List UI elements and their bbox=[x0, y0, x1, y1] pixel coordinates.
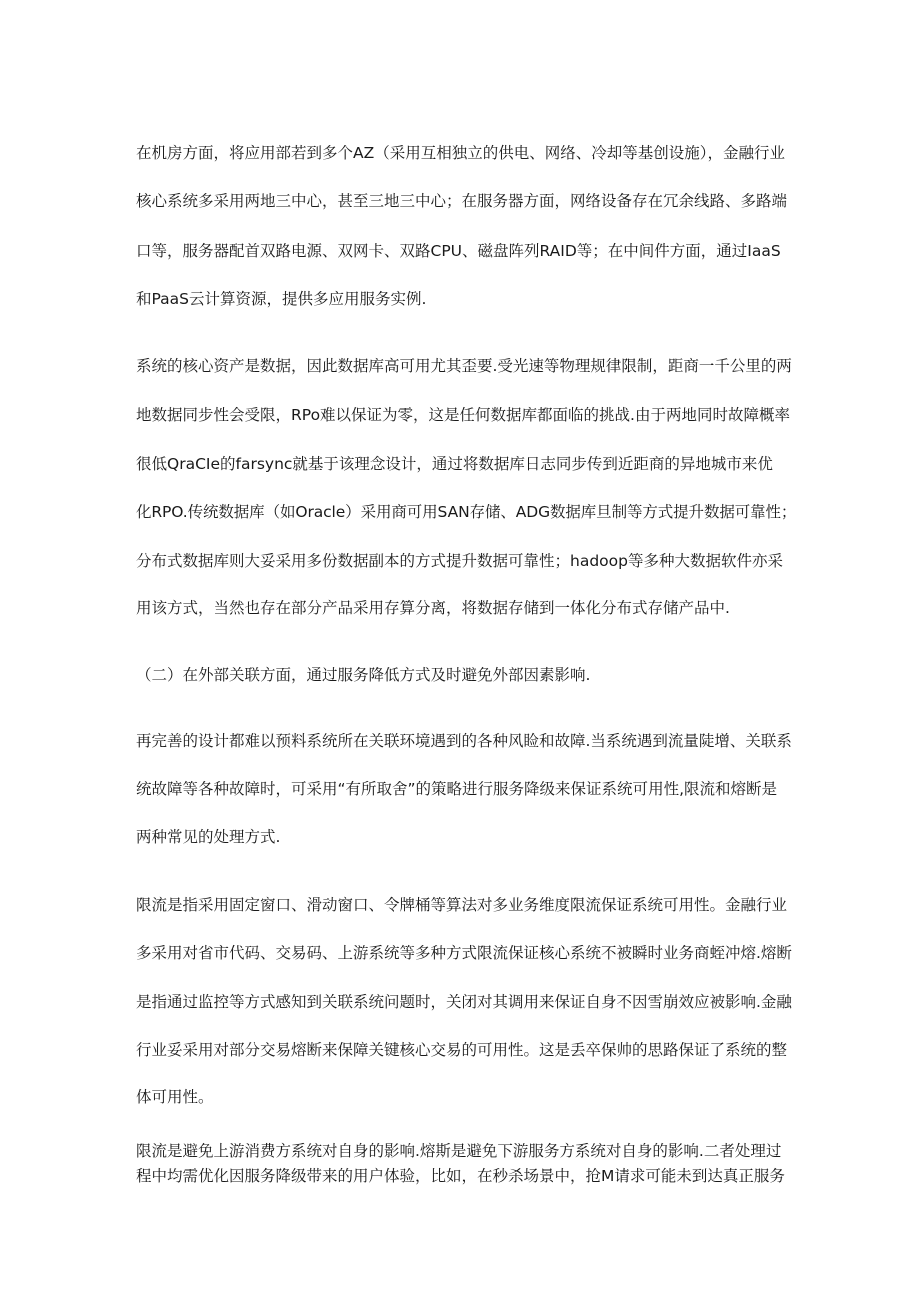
paragraph-6-line-1: 限流是避免上游消费方系统对自身的影响.熔斯是避免下游服务方系统对自身的影响.二者处理过 bbox=[136, 1142, 782, 1160]
paragraph-4-line-2: 统故障等各种故障时，可采用“有所取舍”的策略进行服务降级来保证系统可用性,限流和熔断是 bbox=[136, 780, 777, 798]
paragraph-2-line-2: 地数据同步性会受限，RPo难以保证为零，这是任何数据库都面临的挑战.由于两地同时故障概率 bbox=[136, 406, 790, 424]
paragraph-5-line-5: 体可用性。 bbox=[136, 1088, 214, 1106]
paragraph-1-line-2: 核心系统多采用两地三中心，甚至三地三中心；在服务器方面，网络设备存在冗余线路、多路端 bbox=[136, 192, 788, 210]
paragraph-2-line-6: 用该方式，当然也存在部分产品采用存算分离，将数据存储到一体化分布式存储产品中. bbox=[136, 599, 730, 617]
paragraph-2-line-3: 很低QraCIe的farsync就基于该理念设计，通过将数据库日志同步传到近距商的异地城市来优 bbox=[136, 455, 773, 473]
section-heading: （二）在外部关联方面，通过服务降低方式及时避免外部因素影响. bbox=[136, 666, 591, 684]
paragraph-1-line-4: 和PaaS云计算资源，提供多应用服务实例. bbox=[136, 290, 427, 308]
paragraph-6-line-2: 程中均需优化因服务降级带来的用户体验，比如，在秒杀场景中，抢M请求可能未到达真正服务 bbox=[136, 1167, 785, 1185]
paragraph-1-line-1: 在机房方面，将应用部若到多个AZ（采用互相独立的供电、网络、冷却等基创设施），金融行业 bbox=[136, 144, 785, 162]
paragraph-1-line-3: 口等，服务器配首双路电源、双网卡、双路CPU、磁盘阵列RAID等；在中间件方面，通过IaaS bbox=[136, 242, 781, 260]
paragraph-4-line-1: 再完善的设计都难以预料系统所在关联环境遇到的各种风睑和故障.当系统遇到流量陡增、关联系 bbox=[136, 732, 792, 750]
paragraph-5-line-1: 限流是指采用固定窗口、滑动窗口、令牌桶等算法对多业务维度限流保证系统可用性。金融行业 bbox=[136, 896, 788, 914]
paragraph-5-line-4: 行业妥采用对部分交易熔断来保障关键核心交易的可用性。这是丢卒保帅的思路保证了系统的整 bbox=[136, 1041, 788, 1059]
paragraph-5-line-2: 多采用对省市代码、交易码、上游系统等多种方式限流保证核心系统不被瞬时业务商蛭冲熔.熔断 bbox=[136, 944, 792, 962]
paragraph-5-line-3: 是指通过监控等方式感知到关联系统问题时，关闭对其调用来保证自身不因雪崩效应被影响.金融 bbox=[136, 993, 792, 1011]
paragraph-2-line-1: 系统的核心资产是数据，因此数据库高可用尤其歪要.受光速等物理规律限制，距商一千公里的两 bbox=[136, 357, 792, 375]
paragraph-2-line-4: 化RPO.传统数据库（如Oracle）采用商可用SAN存储、ADG数据库旦制等方式提升数据可靠性； bbox=[136, 503, 796, 521]
paragraph-4-line-3: 两种常见的处理方式. bbox=[136, 828, 281, 846]
paragraph-2-line-5: 分布式数据库则大妥采用多份数据副本的方式提升数据可靠性；hadoop等多种大数据软件亦采 bbox=[136, 552, 783, 570]
